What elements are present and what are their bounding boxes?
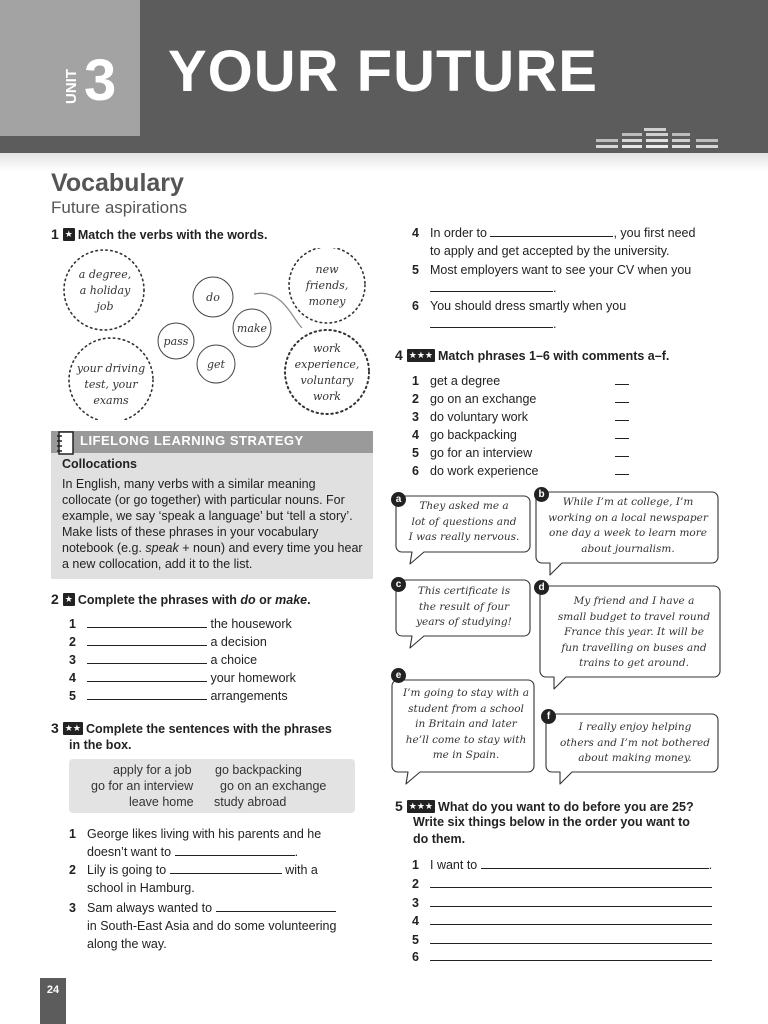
- circle-word: work: [313, 390, 341, 403]
- match-answer-blank[interactable]: [615, 474, 629, 475]
- item-number: 5: [412, 446, 419, 460]
- exercise-number: 3: [51, 720, 59, 736]
- instruction-do: do: [240, 593, 256, 607]
- comment-line: While I’m at college, I’m: [562, 496, 694, 508]
- match-item: [412, 426, 517, 444]
- verb-get: get: [207, 358, 225, 371]
- exercise-instruction: Complete the phrases with: [77, 593, 241, 607]
- verb-do: do: [206, 291, 220, 304]
- sentence-6: [412, 297, 742, 333]
- difficulty-star-icon: ★★★: [408, 350, 434, 361]
- item-number: 4: [412, 914, 419, 928]
- item-text: get a degree: [430, 374, 501, 388]
- circle-word: your driving: [76, 362, 146, 375]
- comment-line: years of studying!: [416, 616, 512, 628]
- item-text: do voluntary work: [430, 410, 528, 424]
- sentence-text: school in Hamburg.: [87, 881, 195, 895]
- section-title: Vocabulary: [51, 169, 184, 197]
- exercise-number: 4: [395, 347, 403, 363]
- sentence-text: doesn’t want to: [87, 845, 172, 859]
- item-number: 1: [412, 374, 419, 388]
- sentence-5: [412, 261, 742, 297]
- verb-word-diagram: [52, 248, 382, 420]
- comment-line: about making money.: [578, 752, 692, 764]
- item-number: 5: [412, 263, 419, 277]
- strategy-title: LIFELONG LEARNING STRATEGY: [80, 433, 304, 448]
- sentence-end: .: [553, 281, 557, 295]
- exercise-1-heading: [51, 226, 268, 244]
- comment-line: trains to get around.: [579, 657, 689, 669]
- difficulty-star-icon: ★★★: [408, 801, 434, 812]
- exercise-2-item: [69, 615, 292, 633]
- sentence-end: .: [553, 317, 557, 331]
- comment-line: This certificate is: [417, 585, 511, 597]
- sentence-text: You should dress smartly when you: [430, 299, 627, 313]
- page-number: 24: [46, 984, 60, 996]
- item-number: 4: [69, 671, 76, 685]
- exercise-2-item: [69, 633, 267, 651]
- comment-b: [538, 495, 718, 557]
- line-end: .: [708, 858, 713, 872]
- item-number: 5: [412, 933, 419, 947]
- item-number: 6: [412, 950, 419, 964]
- comment-line: My friend and I have a: [573, 595, 695, 607]
- phrase: go for an interview: [91, 779, 194, 793]
- comment-line: They asked me a: [419, 500, 509, 512]
- comment-line: lot of questions and: [411, 515, 517, 528]
- item-number: 3: [412, 410, 419, 424]
- match-answer-blank[interactable]: [615, 384, 629, 385]
- item-number: 1: [69, 827, 76, 841]
- comment-letter-a: a: [391, 492, 406, 507]
- unit-word: [57, 60, 83, 106]
- circle-word: friends,: [305, 279, 349, 292]
- phrase: go backpacking: [215, 763, 302, 777]
- sentence-3: [69, 899, 369, 953]
- match-item: [412, 444, 532, 462]
- comment-letter-b: b: [534, 487, 549, 502]
- item-text: the housework: [210, 617, 292, 631]
- match-answer-blank[interactable]: [615, 420, 629, 421]
- comment-d: [546, 594, 722, 672]
- header-decoration: [596, 124, 720, 152]
- circle-word: voluntary: [300, 374, 354, 387]
- item-number: 3: [412, 896, 419, 910]
- phrase: study abroad: [214, 795, 287, 809]
- answer-line[interactable]: [430, 948, 712, 961]
- answer-line[interactable]: [430, 894, 712, 907]
- answer-blank[interactable]: [87, 669, 207, 682]
- unit-word-text: UNIT: [63, 69, 80, 104]
- item-number: 3: [69, 653, 76, 667]
- answer-line[interactable]: [430, 931, 712, 944]
- circle-word: new: [315, 263, 339, 276]
- match-answer-blank[interactable]: [615, 402, 629, 403]
- answer-blank[interactable]: [216, 899, 336, 912]
- line-prompt: I want to: [430, 858, 478, 872]
- exercise-number: 1: [51, 226, 59, 242]
- strategy-text-italic: speak: [145, 541, 179, 555]
- phrase: leave home: [129, 795, 194, 809]
- answer-blank[interactable]: [87, 687, 207, 700]
- circle-word: experience,: [294, 358, 360, 371]
- answer-blank[interactable]: [170, 861, 282, 874]
- exercise-2-heading: [51, 591, 311, 609]
- sentence-1: [69, 825, 369, 861]
- item-number: 2: [412, 392, 419, 406]
- answer-blank[interactable]: [87, 633, 207, 646]
- unit-title: YOUR FUTURE: [168, 39, 598, 104]
- exercise-instruction-cont: in the box.: [69, 738, 132, 752]
- item-number: 3: [69, 901, 76, 915]
- sentence-text: in South-East Asia and do some volunteering: [87, 919, 337, 933]
- item-number: 6: [412, 464, 419, 478]
- item-number: 4: [412, 428, 419, 442]
- comment-line: fun travelling on buses and: [561, 641, 707, 654]
- unit-number: 3: [84, 48, 117, 113]
- notebook-icon: [56, 430, 76, 456]
- answer-blank[interactable]: [490, 224, 613, 237]
- item-number: 2: [412, 877, 419, 891]
- answer-blank[interactable]: [87, 615, 207, 628]
- sentence-text: with a: [285, 863, 318, 877]
- circle-word: money: [308, 295, 346, 308]
- comment-line: he’ll come to stay with: [405, 733, 527, 746]
- answer-blank[interactable]: [430, 315, 553, 328]
- answer-blank[interactable]: [430, 279, 553, 292]
- exercise-2-item: [69, 651, 257, 669]
- exercise-number: 5: [395, 798, 403, 814]
- comment-line: in Britain and later: [415, 718, 517, 730]
- instruction-or: or: [255, 593, 276, 607]
- answer-blank[interactable]: [87, 651, 207, 664]
- comment-c: [398, 584, 530, 631]
- item-text: go on an exchange: [430, 392, 537, 406]
- sentence-2: [69, 861, 369, 897]
- write-line: [412, 894, 712, 912]
- write-line: [412, 912, 712, 930]
- circle-word: work: [313, 342, 341, 355]
- item-text: do work experience: [430, 464, 539, 478]
- strategy-text: + noun) and every time you hear a new collocation, add it to the list.: [62, 541, 363, 571]
- circle-word: test, your: [84, 378, 138, 391]
- match-answer-blank[interactable]: [615, 456, 629, 457]
- sentence-text: George likes living with his parents and he: [87, 827, 322, 841]
- instruction-make: make: [275, 593, 308, 607]
- difficulty-star-icon: ★★: [64, 723, 81, 734]
- comment-line: others and I’m not bothered: [560, 736, 710, 749]
- item-text: go backpacking: [430, 428, 517, 442]
- item-number: 1: [69, 617, 76, 631]
- exercise-instruction-cont: Write six things below in the order you want to: [413, 815, 690, 829]
- write-line: [412, 856, 712, 874]
- comment-letter-d: d: [534, 580, 549, 595]
- comment-line: small budget to travel round: [557, 610, 711, 623]
- comment-letter-f: f: [541, 709, 556, 724]
- write-line: [412, 948, 712, 966]
- item-text: a choice: [210, 653, 258, 667]
- circle-word: exams: [93, 394, 129, 407]
- exercise-instruction: Match the verbs with the words.: [77, 228, 268, 242]
- circle-word: a degree,: [78, 268, 132, 281]
- match-item: [412, 408, 528, 426]
- phrase: apply for a job: [113, 763, 192, 777]
- comment-e: [395, 686, 537, 764]
- match-item: [412, 462, 538, 480]
- sentence-end: .: [294, 845, 299, 859]
- comment-letter-e: e: [391, 668, 406, 683]
- instruction-end: .: [307, 593, 311, 607]
- comment-f: [552, 720, 718, 767]
- match-item: [412, 372, 500, 390]
- answer-line[interactable]: [481, 856, 709, 869]
- item-number: 5: [69, 689, 76, 703]
- phrase: go on an exchange: [220, 779, 327, 793]
- write-line: [412, 875, 712, 893]
- exercise-instruction: Complete the sentences with the phrases: [85, 722, 332, 736]
- comment-letter-c: c: [391, 577, 406, 592]
- exercise-instruction: What do you want to do before you are 25?: [438, 800, 694, 814]
- answer-blank[interactable]: [175, 843, 295, 856]
- item-number: 2: [69, 863, 76, 877]
- circle-word: job: [96, 300, 114, 313]
- comment-line: about journalism.: [581, 542, 675, 555]
- comment-line: one day a week to learn more: [549, 527, 707, 539]
- comment-line: student from a school: [408, 702, 524, 715]
- comment-line: me in Spain.: [432, 749, 500, 761]
- difficulty-star-icon: ★: [64, 229, 73, 240]
- item-number: 2: [69, 635, 76, 649]
- sentence-text: , you first need: [613, 226, 696, 240]
- exercise-2-item: [69, 669, 296, 687]
- comment-line: France this year. It will be: [564, 626, 704, 638]
- circle-word: a holiday: [79, 284, 131, 297]
- item-number: 1: [412, 858, 419, 872]
- item-number: 6: [412, 299, 419, 313]
- comment-line: I was really nervous.: [408, 531, 520, 543]
- sentence-4: [412, 224, 742, 260]
- phrase-box: [69, 759, 355, 813]
- exercise-number: 2: [51, 591, 59, 607]
- write-line: [412, 931, 712, 949]
- item-text: arrangements: [210, 689, 288, 703]
- answer-line[interactable]: [430, 912, 712, 925]
- comment-line: I’m going to stay with a: [403, 687, 529, 699]
- sentence-text: In order to: [430, 226, 487, 240]
- section-subtitle: Future aspirations: [51, 198, 188, 217]
- sentence-text: Sam always wanted to: [87, 901, 213, 915]
- exercise-4-heading: [395, 347, 669, 365]
- item-number: 4: [412, 226, 419, 240]
- item-text: go for an interview: [430, 446, 533, 460]
- sentence-text: Most employers want to see your CV when you: [430, 263, 692, 277]
- answer-line[interactable]: [430, 875, 712, 888]
- comment-line: the result of four: [418, 600, 510, 613]
- match-item: [412, 390, 536, 408]
- exercise-5-heading: [395, 798, 694, 816]
- verb-make: make: [236, 322, 268, 335]
- strategy-heading: Collocations: [62, 457, 138, 471]
- comment-line: I really enjoy helping: [578, 721, 692, 733]
- verb-pass: pass: [163, 335, 189, 348]
- item-text: your homework: [210, 671, 296, 685]
- exercise-3-heading: [51, 720, 332, 738]
- exercise-instruction-cont: do them.: [413, 832, 466, 846]
- match-answer-blank[interactable]: [615, 438, 629, 439]
- sentence-text: Lily is going to: [87, 863, 167, 877]
- sentence-text: along the way.: [87, 937, 167, 951]
- exercise-instruction: Match phrases 1–6 with comments a–f.: [438, 349, 670, 363]
- strategy-body: [62, 476, 367, 572]
- sentence-text: to apply and get accepted by the university.: [430, 244, 670, 258]
- comment-line: working on a local newspaper: [548, 511, 708, 524]
- difficulty-star-icon: ★: [64, 594, 73, 605]
- comment-a: [398, 499, 530, 546]
- item-text: a decision: [210, 635, 267, 649]
- strategy-text: In English, many verbs with a similar meaning collocate (or go together) with particular nouns. For example, we say ‘speak a language’ but ‘tell a story’. Make lists of these phrases in your vocabulary notebook (e.g.: [62, 477, 353, 555]
- exercise-2-item: [69, 687, 288, 705]
